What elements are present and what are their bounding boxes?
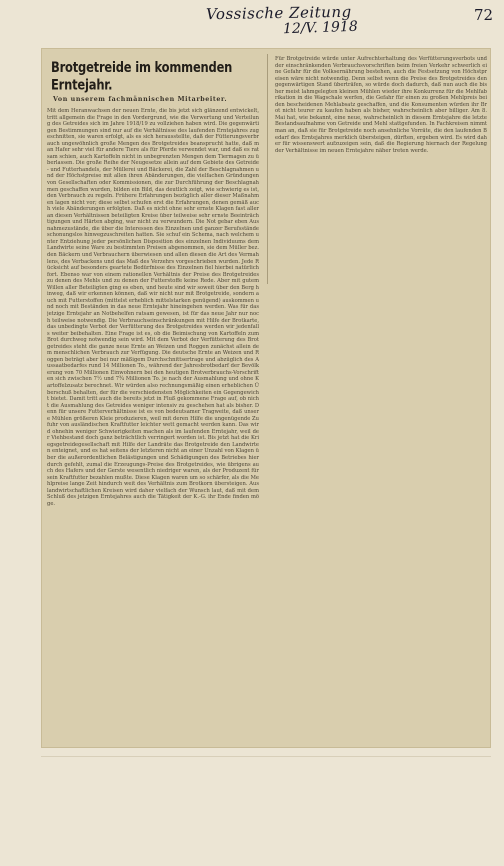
newspaper-clipping [41,48,491,748]
article-left-column [47,56,259,746]
handwritten-date: 12/V. 1918 [282,18,358,38]
blank-page-margin [41,756,491,861]
handwritten-page-number: 72 [474,6,494,24]
article-right-column [275,56,487,286]
handwritten-newspaper-title: Vossische Zeitung [205,2,352,24]
article-headline: Brotgetreide im kommenden Erntejahr. [51,58,233,93]
column-divider [267,54,268,284]
article-body-left: Mit dem Heranwachsen der neuen Ernte, die bis jetzt sich glänzend entwickelt, tritt allgemein die Frage in den Vordergrund, wie die Verwertung und Verteilung des Getreides sich im Jahre 1918/19 zu vollziehen haben wird. Die gegenwärtigen Bestimmungen sind nur auf die Verhältnisse des laufenden Erntejahres zugeschnitten, sie waren erfolgt, als es sich herausstellte, daß der Fütterungsverbrauch ungewöhnlich große Mengen des Brotgetreides beansprucht hatte, daß man Hafer sehr viel für andere Tiere als für Pferde verwendet war, und daß es ratsam schien, auch Kartoffeln nicht in unbegrenzten Mengen dem Tiermagen zu überlassen. Die große Reihe der Neugesetze allein auf dem Gebiete des Getreide- und Futterhandels, der Müllerei und Bäckerei, die Zahl der Beschlagnahmen und der Höchstpreise mit allen ihren Abänderungen, die vielfachen Gründungen von Gesellschaften oder Kommissionen, die zur Durchführung der Beschlagnahmen geschaffen wurden, bilden ein Bild, das deutlich zeigt, wie schwierig es ist, den Verbrauch zu regeln. Frühere Erfahrungen bezüglich aller dieser Maßnahmen lagen nicht vor; diese selbst schufen erst die Erfahrungen, denen gemäß auch viele Abänderungen erfolgten. Daß es nicht ohne sehr ernste Klagen fast aller an diesen Verhältnissen beteiligten Kreise über teilweise sehr ernste Beeinträchtigungen und Härten abging, war nicht zu verwundern. Die Not gebar eben Ausnahmezustände, die über die Interessen des Einzelnen und ganzer Berufsstände schonungslos hinwegzuschreiten hatten. Sie schuf ein Schema, nach welchem unter Entziehung jeder persönlichen Disposition des einzelnen Individuums dem Landwirte seine Ware zu bestimmten Preisen abgenommen, sie dem Müller bez. den Bäckern und Verbrauchern überwiesen und allen diesen die Art des Vermahlens, des Verbackens und das Maß des Verzehrs vorgeschrieben wurden. Jede Rücksicht auf besonders geartete Bedürfnisse des Einzelnen fiel hierbei natürlich fort. Ebenso war von einem rationellen Verhältnis der Preise des Brotgetreides zu denen des Mehls und zu denen der Futterstoffe keine Rede. Aber mit gutem Willen aller Beteiligten ging es eben, und heute sind wir soweit über den Berg hinweg, daß wir erkennen können, daß wir nicht nur mit Brotgetreide, sondern auch mit Futterstoffen (mittelst erheblich mittelstarken genügend) auskommen und noch mit Beständen in das neue Erntejahr hineingehen werden. Was für das jetzige Erntejahr an Notbehelfen ratsam gewesen, ist für das neue Jahr nur noch teilweise notwendig. Die Verbrauchseinschränkungen mit Hilfe der Brotkarte, das unbedingte Verbot der Verfütterung des Brotgetreides werden wir jedenfalls weiter beibehalten. Eine Frage ist es, ob die Beimischung von Kartoffeln zum Brot durchweg notwendig sein wird. Mit dem Verbot der Verfütterung des Brotgetreides steht die ganze neue Ernte an Weizen und Roggen zunächst allein dem menschlichen Verbrauch zur Verfügung. Die deutsche Ernte an Weizen und Roggen beträgt aber bei nur mäßigem Durchschnittsertrage und abzüglich des Aussaatbedarfes rund 14 Millionen To., während der Jahresbrotbedarf der Bevölkerung von 70 Millionen Einwohnern bei den heutigen Brotverbrauchs-Vorschriften sich zwischen 7½ und 7¾ Millionen To. je nach der Ausmahlung und ohne Kartoffelzusatz berechnet. Wir würden also rechnungsmäßig einen erheblichen Überschuß behalten, der für die verschiedensten Möglichkeiten ein Gegengewicht bietet. Damit tritt auch die bereits jetzt in Fluß gekommene Frage auf, ob nicht die Ausmahlung des Getreides weniger intensiv zu geschehen hat als bisher. Denn für unsere Futterverhältnisse ist es von bedeutsamer Tragweite, daß unsere Mühlen größeren Kleie produzieren, weil mit deren Hilfe die ungenügende Zufuhr von ausländischen Kraftfutter leichter wett gemacht werden kann. Das wird ohnehin weniger Schwierigkeiten machen als im laufenden Erntejahr, weil der Viehbestand doch ganz beträchtlich verringert worden ist. Bis jetzt hat die Kriegsgetreidegesellschaft mit Hilfe der Landräte das Brotgetreide den Landwirten enteignet, und es hat seitens der letzteren nicht an einer Unzahl von Klagen über die außerordentlichen Belästigungen und Schädigungen des Betriebes hierdurch gefehlt, zumal die Erzeugungs-Preise des Brotgetreides, wie übrigens auch des Hafers und der Gerste wesentlich niedriger waren, als der Produzent für sein Kraftfutter bezahlen mußte. Diese Klagen waren um so schärfer, als die Mehlpreise lange Zeit hindurch weit des Verhältnis zum Brotkorn übersteigen. Aus landwirtschaftlichen Kreisen wird daher vielfach der Wunsch laut, daß mit dem Schluß des jetzigen Erntejahres auch die Tätigkeit der K.-G. ihr Ende finden möge. [47,108,259,507]
article-byline: Von unserem fachmännischen Mitarbeiter. [53,96,228,103]
article-body-right: Für Brotgetreide würde unter Aufrechterhaltung des Verfütterungsverbots und der einschränkenden Verbrauchsvorschriften beim freien Verkehr schwerlich eine Gefahr für die Volksernährung bestehen, auch die Festsetzung von Höchstpreisen wäre nicht notwendig. Denn selbst wenn die Preise des Brotgetreides den gegenwärtigen Stand überträfen, so würde doch dadurch, daß nun auch die bisher meist lahmgelegten kleinen Mühlen wieder ihre Konkurrenz für die Mehlfabrikation in die Wagschale werfen, die Gefahr für einen zu großen Mehlpreis bei den bescheidenen Mehlabsatz geschaffen, und die Konsumenten würden ihr Brot nicht teurer zu kaufen haben als bisher, wahrscheinlich aber billiger. Am 8. Mai hat, wie bekannt, eine neue, wahrscheinlich in diesem Erntejahre die letzte Bestandsaufnahme von Getreide und Mehl stattgefunden. In Fachkreisen nimmt man an, daß sie für Brotgetreide noch ansehnliche Vorräte, die den laufenden Bedarf des Erntejahres merklich übersteigen, dürften, ergeben wird. Es wird daher für wissenswert aufzuzeigen sein, daß die Regierung hiernach der Regelung der Verhältnisse im neuen Erntejahre näher treten werde. [275,56,487,154]
